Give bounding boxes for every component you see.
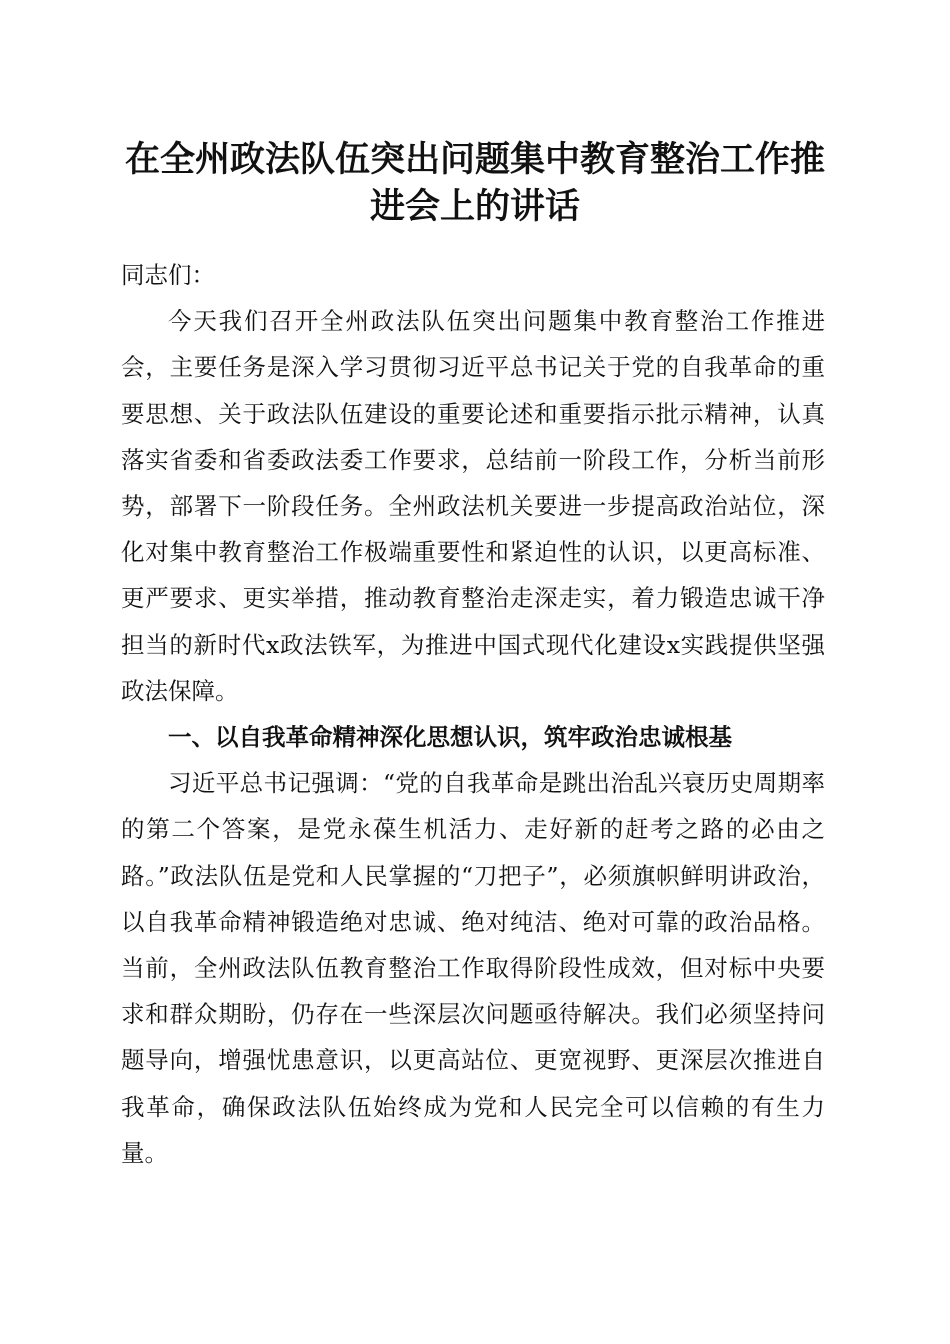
document-title: 在全州政法队伍突出问题集中教育整治工作推进会上的讲话 — [124, 139, 825, 227]
salutation: 同志们： — [121, 261, 215, 289]
document-body — [121, 252, 825, 1176]
section-paragraph: 习近平总书记强调：“党的自我革命是跳出治乱兴衰历史周期率的第二个答案，是党永葆生机活力、走好新的赶考之路的必由之路。”政法队伍是党和人民掌握的“刀把子”，必须旗帜鲜明讲政治，以自我革命精神锻造绝对忠诚、绝对纯洁、绝对可靠的政治品格。当前，全州政法队伍教育整治工作取得阶段性成效，但对标中央要求和群众期盼，仍存在一些深层次问题亟待解决。我们必须坚持问题导向，增强忧患意识，以更高站位、更宽视野、更深层次推进自我革命，确保政法队伍始终成为党和人民完全可以信赖的有生力量。 — [121, 769, 825, 1167]
intro-paragraph: 今天我们召开全州政法队伍突出问题集中教育整治工作推进会，主要任务是深入学习贯彻习近平总书记关于党的自我革命的重要思想、关于政法队伍建设的重要论述和重要指示批示精神，认真落实省委和省委政法委工作要求，总结前一阶段工作，分析当前形势，部署下一阶段任务。全州政法机关要进一步提高政治站位，深化对集中教育整治工作极端重要性和紧迫性的认识，以更高标准、更严要求、更实举措，推动教育整治走深走实，着力锻造忠诚干净担当的新时代x政法铁军，为推进中国式现代化建设x实践提供坚强政法保障。 — [121, 307, 825, 705]
section-heading: 一、以自我革命精神深化思想认识，筑牢政治忠诚根基 — [168, 723, 732, 752]
